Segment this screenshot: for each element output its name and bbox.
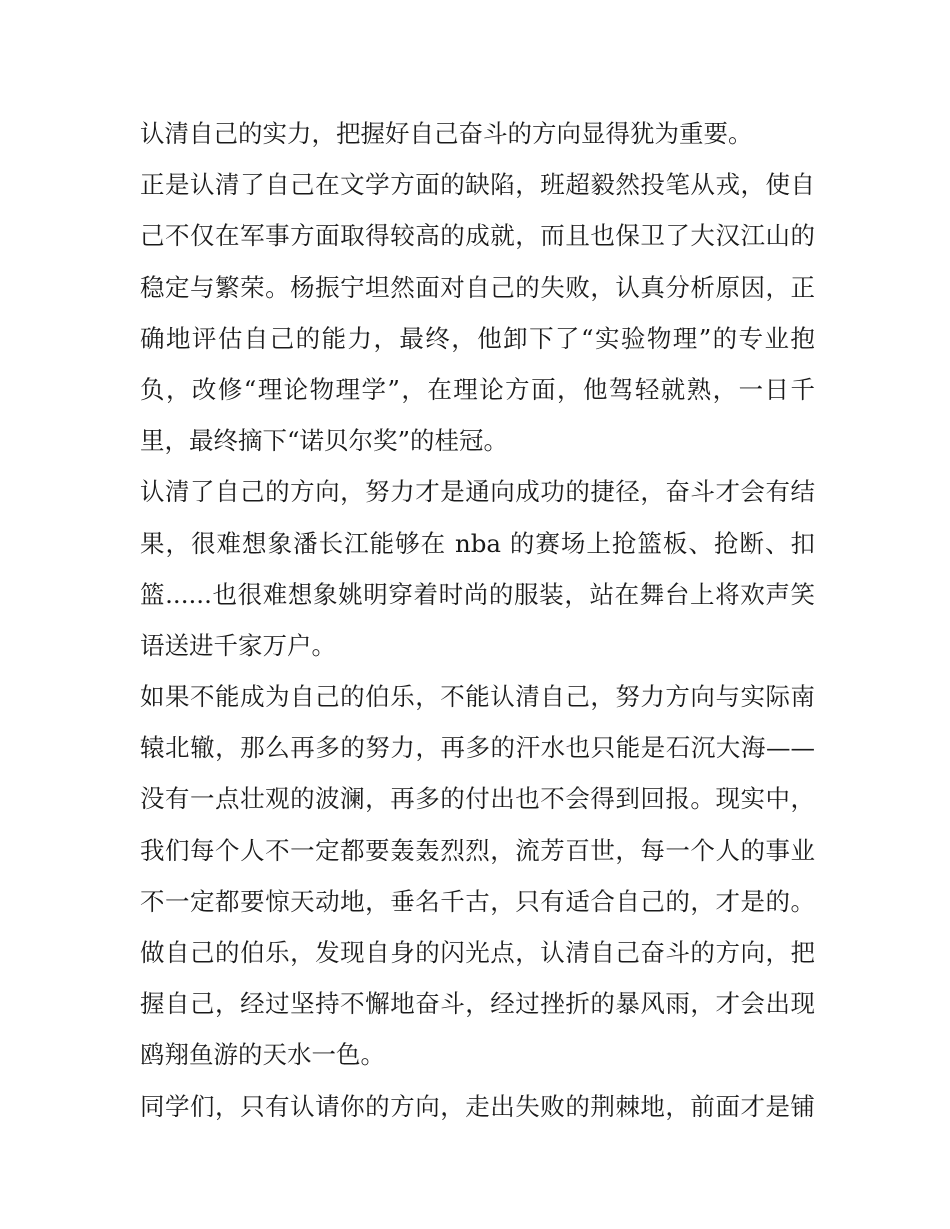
text-line: 稳定与繁荣。杨振宁坦然面对自己的失败，认真分析原因，正 bbox=[140, 272, 815, 302]
text-line: 果，很难想象潘长江能够在 nba 的赛场上抢篮板、抢断、扣 bbox=[140, 528, 815, 558]
text-line: 篮......也很难想象姚明穿着时尚的服装，站在舞台上将欢声笑 bbox=[140, 579, 815, 609]
paragraph-1 bbox=[140, 108, 815, 159]
paragraph-5 bbox=[140, 1081, 815, 1132]
text-line: 负，改修“理论物理学”，在理论方面，他驾轻就熟，一日千 bbox=[140, 374, 815, 404]
paragraph-2 bbox=[140, 159, 815, 466]
text-line: 己不仅在军事方面取得较高的成就，而且也保卫了大汉江山的 bbox=[140, 221, 815, 251]
text-line: 我们每个人不一定都要轰轰烈烈，流芳百世，每一个人的事业 bbox=[140, 835, 815, 865]
paragraph-4 bbox=[140, 671, 815, 1081]
text-line: 确地评估自己的能力，最终，他卸下了“实验物理”的专业抱 bbox=[140, 323, 815, 353]
text-line: 辕北辙，那么再多的努力，再多的汗水也只能是石沉大海—— bbox=[140, 733, 815, 763]
text-line: 做自己的伯乐，发现自身的闪光点，认清自己奋斗的方向，把 bbox=[140, 938, 815, 967]
text-line: 没有一点壮观的波澜，再多的付出也不会得到回报。现实中， bbox=[140, 784, 815, 814]
text-line: 认清自己的实力，把握好自己奋斗的方向显得犹为重要。 bbox=[140, 119, 753, 148]
text-line: 认清了自己的方向，努力才是通向成功的捷径，奋斗才会有结 bbox=[140, 477, 815, 507]
text-line: 语送进千家万户。 bbox=[140, 630, 336, 660]
text-line: 鸥翔鱼游的天水一色。 bbox=[140, 1040, 385, 1070]
text-line: 如果不能成为自己的伯乐，不能认清自己，努力方向与实际南 bbox=[140, 682, 815, 712]
text-line: 不一定都要惊天动地，垂名千古，只有适合自己的，才是的。 bbox=[140, 886, 815, 916]
text-line: 同学们，只有认请你的方向，走出失败的荆棘地，前面才是铺 bbox=[140, 1091, 815, 1121]
text-line: 正是认清了自己在文学方面的缺陷，班超毅然投笔从戎，使自 bbox=[140, 170, 815, 200]
text-line: 握自己，经过坚持不懈地奋斗，经过挫折的暴风雨，才会出现 bbox=[140, 989, 815, 1019]
document-body bbox=[140, 108, 815, 1132]
text-line: 里，最终摘下“诺贝尔奖”的桂冠。 bbox=[140, 426, 509, 456]
paragraph-3 bbox=[140, 466, 815, 671]
